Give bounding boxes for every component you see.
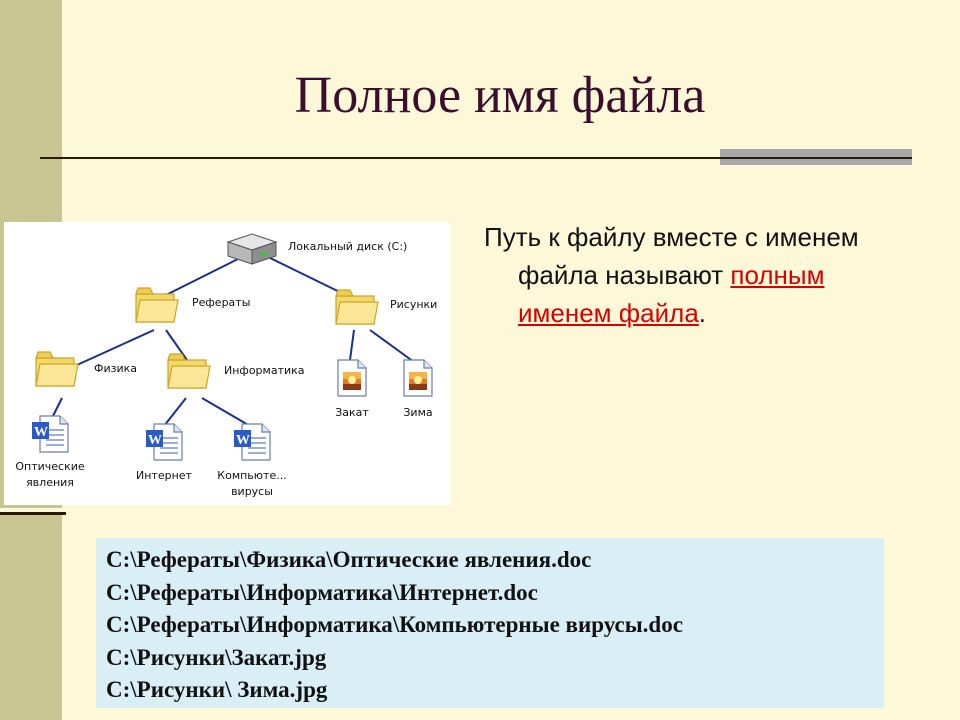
path-line: C:\Рефераты\Информатика\Компьютерные вирусы.doc (106, 612, 683, 637)
definition-line-2 (484, 256, 954, 294)
path-line: C:\Рисунки\Закат.jpg (106, 644, 327, 670)
tree-label-fizika: Физика (94, 362, 138, 375)
tree-label-zakat: Закат (335, 406, 369, 419)
folder-tree-diagram: W Локальный диск (С:) Рефераты Рисунки Физика Информатика Оптические явления Интернет Компьюте... вирусы Закат Зима (6, 231, 438, 498)
definition-text (484, 218, 954, 332)
slide-title: Полное имя файла (294, 67, 706, 124)
word-document-icon (32, 416, 68, 452)
definition-prefix: файла называют (518, 260, 731, 290)
tree-label-zima: Зима (403, 406, 433, 419)
path-line: C:\Рисунки\ Зима.jpg (106, 677, 328, 702)
tree-label-referaty: Рефераты (192, 296, 251, 309)
tree-label-kompyuternye-2: вирусы (231, 485, 273, 498)
tree-label-risunki: Рисунки (390, 298, 438, 311)
folder-icon (336, 290, 378, 324)
tree-label-opticheskie-1: Оптические (15, 460, 85, 473)
definition-suffix: . (698, 298, 707, 328)
folder-icon (36, 352, 78, 386)
word-document-icon (234, 424, 270, 460)
tree-connectors (52, 256, 414, 426)
tree-label-root: Локальный диск (С:) (288, 240, 408, 253)
tree-label-kompyuternye-1: Компьюте... (217, 469, 287, 482)
image-file-icon (404, 360, 432, 396)
full-paths-box (96, 538, 884, 708)
tree-label-informatika: Информатика (224, 364, 305, 377)
definition-line-3 (484, 294, 954, 332)
word-document-icon (146, 424, 182, 460)
tree-label-opticheskie-2: явления (26, 476, 74, 489)
title-rule-accent-line (720, 157, 912, 159)
image-file-icon (338, 360, 366, 396)
left-bar-line (0, 512, 66, 515)
definition-line-1: Путь к файлу вместе с именем (484, 222, 859, 252)
folder-icon (168, 354, 210, 388)
term-full-name-part2: именем файла (518, 298, 699, 328)
path-line: C:\Рефераты\Физика\Оптические явления.doc (106, 547, 592, 572)
folder-tree-panel (4, 222, 450, 505)
term-full-name-part1: полным (730, 260, 825, 290)
path-line: C:\Рефераты\Информатика\Интернет.doc (106, 579, 538, 605)
tree-label-internet: Интернет (136, 469, 192, 482)
